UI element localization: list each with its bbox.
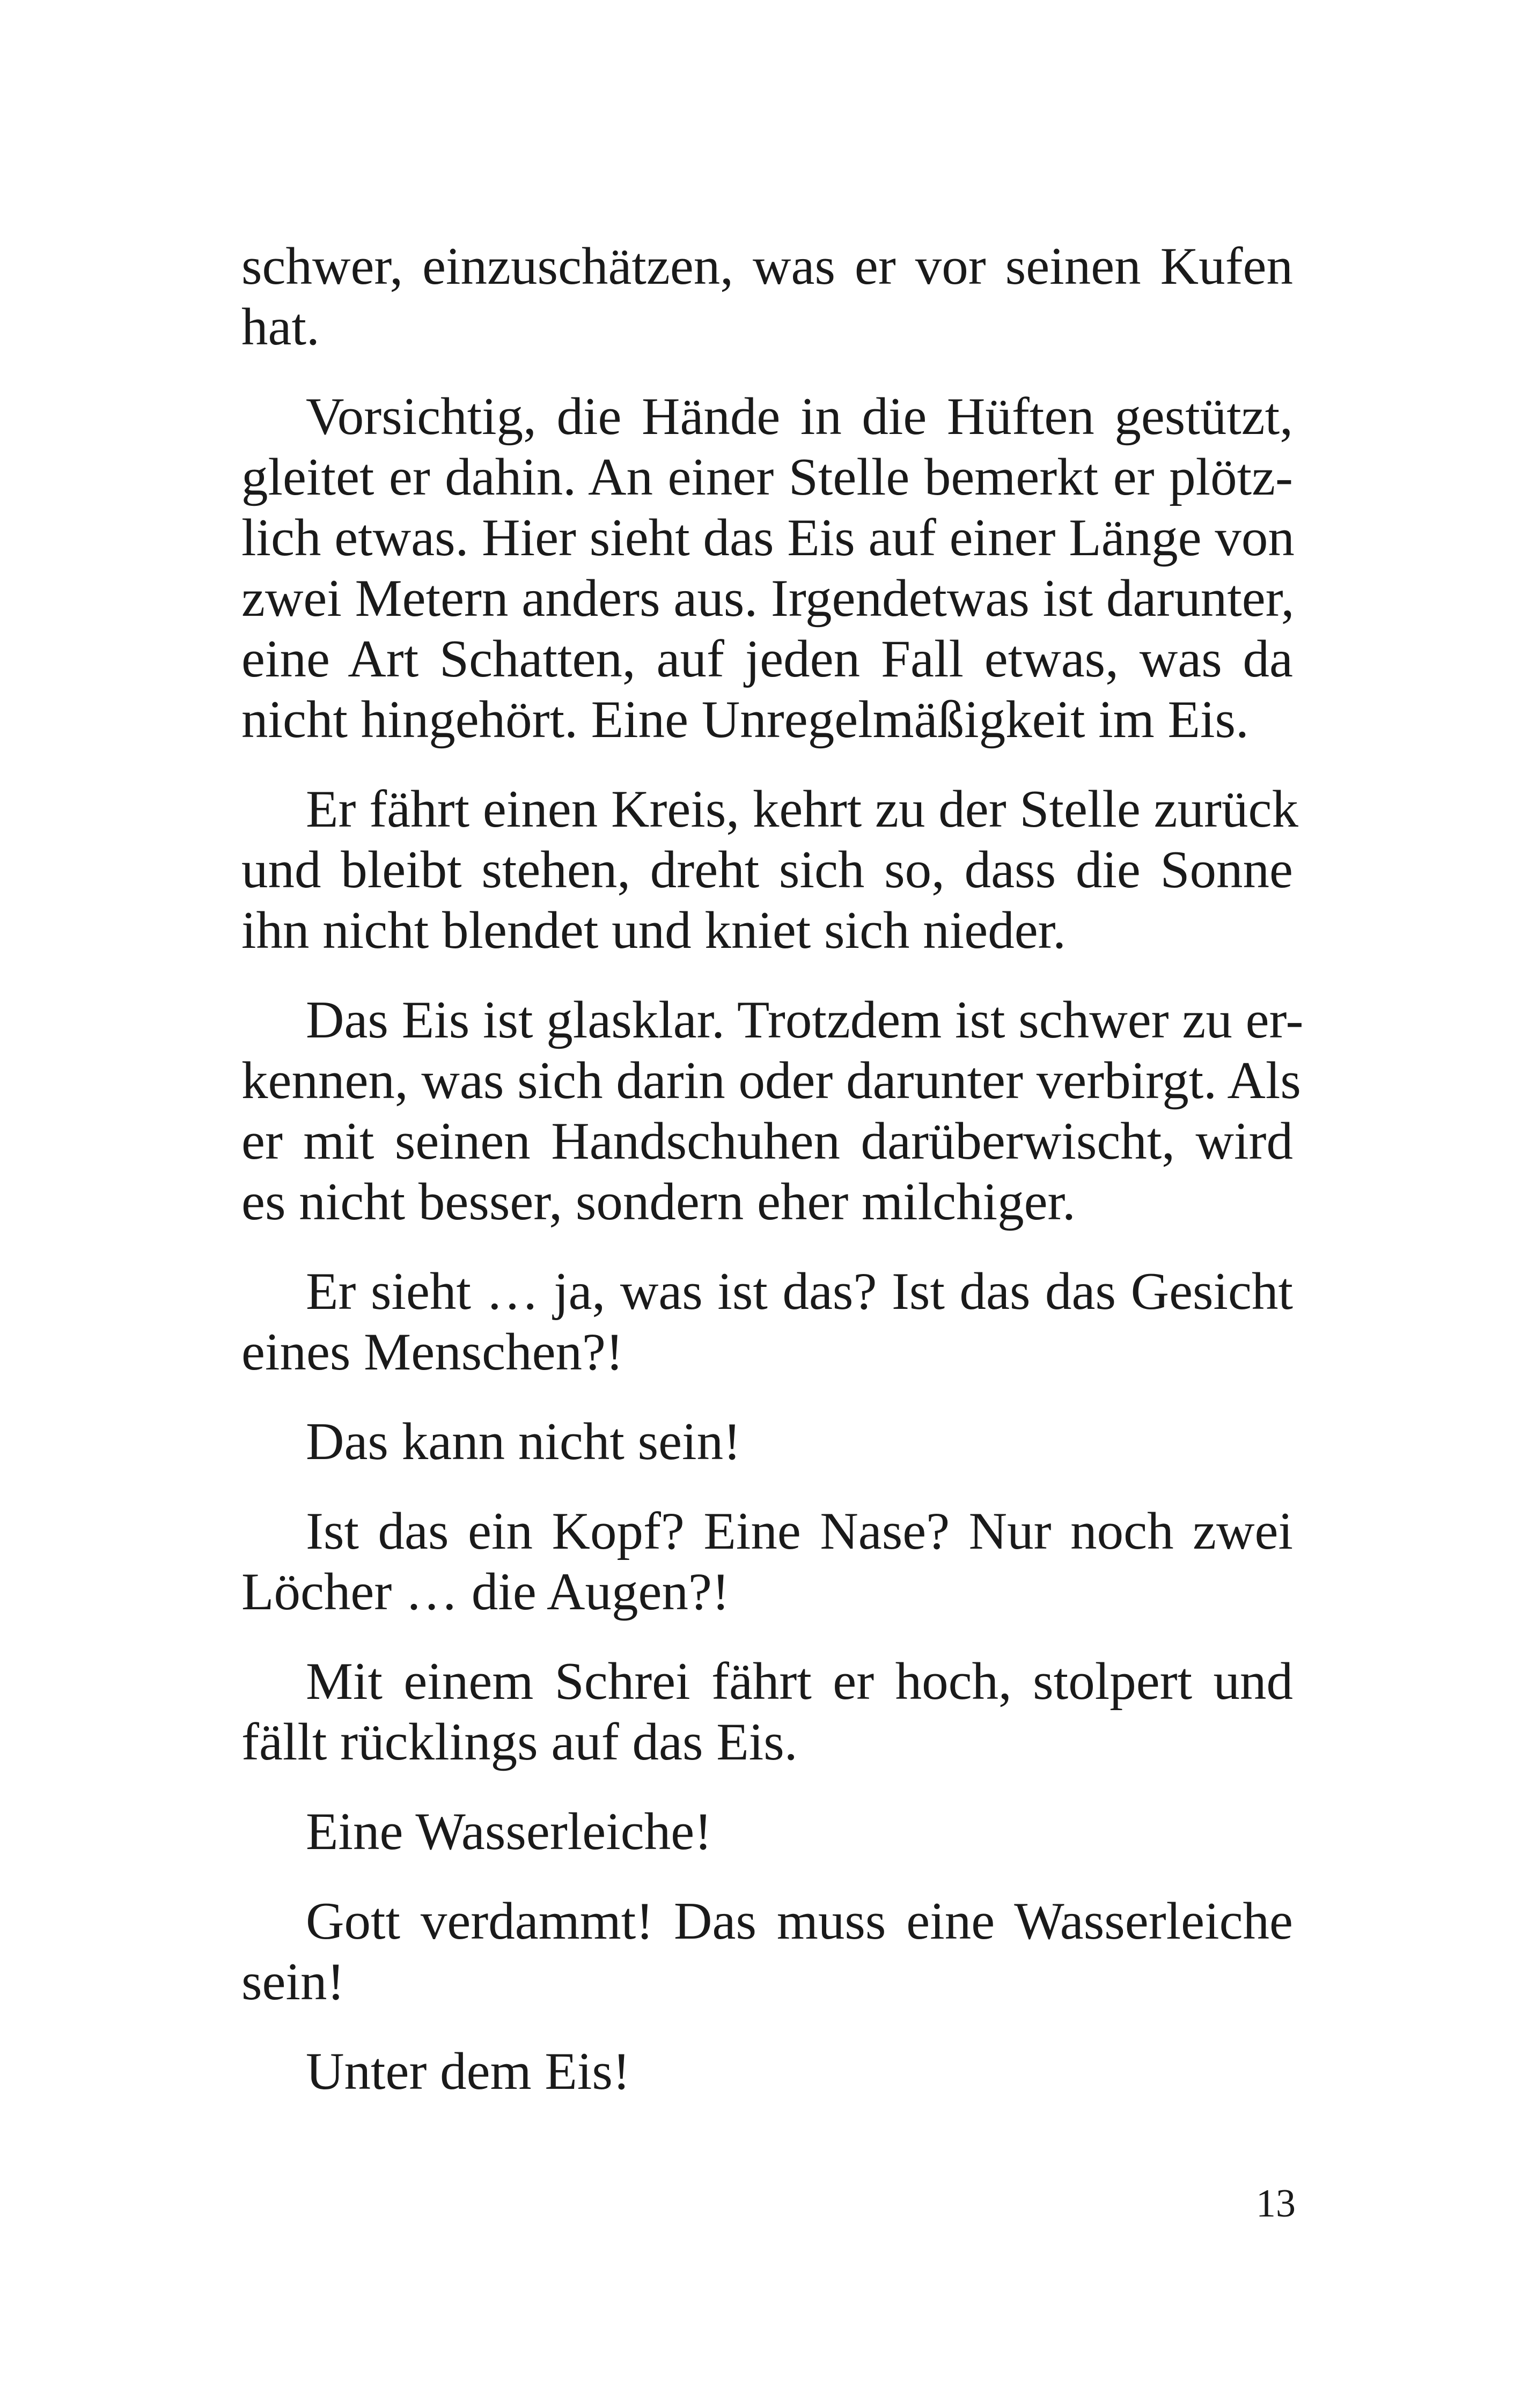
text-line: Ist das ein Kopf? Eine Nase? Nur noch zwei bbox=[306, 1502, 1293, 1560]
paragraph bbox=[241, 386, 1293, 750]
text-line: Mit einem Schrei fährt er hoch, stolpert und bbox=[306, 1652, 1293, 1711]
text-line: eine Art Schatten, auf jeden Fall etwas, was da bbox=[241, 630, 1293, 688]
paragraph bbox=[241, 1261, 1293, 1382]
paragraph bbox=[241, 1891, 1293, 2012]
text-line: hat. bbox=[241, 298, 320, 356]
text-line: Das Eis ist glasklar. Trotzdem ist schwer zu er- bbox=[306, 991, 1304, 1049]
body-text bbox=[241, 236, 1304, 2131]
page-number: 13 bbox=[1256, 2182, 1296, 2226]
paragraph bbox=[241, 236, 1293, 357]
text-line: fällt rücklings auf das Eis. bbox=[241, 1713, 798, 1771]
text-line: schwer, einzuschätzen, was er vor seinen Kufen bbox=[241, 237, 1293, 296]
paragraph bbox=[241, 1501, 1293, 1622]
paragraph bbox=[241, 1651, 1293, 1772]
text-line: eines Menschen?! bbox=[241, 1323, 623, 1381]
paragraph bbox=[241, 1801, 1293, 1862]
paragraph bbox=[241, 779, 1298, 961]
text-line: Das kann nicht sein! bbox=[306, 1412, 741, 1471]
text-line: sein! bbox=[241, 1953, 345, 2011]
text-line: kennen, was sich darin oder darunter verbirgt. Als bbox=[241, 1051, 1301, 1110]
text-line: nicht hingehört. Eine Unregelmäßigkeit im Eis. bbox=[241, 690, 1249, 749]
text-line: ihn nicht blendet und kniet sich nieder. bbox=[241, 901, 1066, 960]
text-line: Eine Wasserleiche! bbox=[306, 1802, 712, 1861]
text-line: er mit seinen Handschuhen darüberwischt, wird bbox=[241, 1112, 1293, 1170]
paragraph bbox=[241, 990, 1304, 1232]
text-line: Er fährt einen Kreis, kehrt zu der Stelle zurück bbox=[306, 780, 1298, 838]
text-line: zwei Metern anders aus. Irgendetwas ist darunter, bbox=[241, 569, 1295, 628]
text-line: und bleibt stehen, dreht sich so, dass die Sonne bbox=[241, 841, 1293, 899]
text-line: Gott verdammt! Das muss eine Wasserleiche bbox=[306, 1892, 1293, 1950]
paragraph bbox=[241, 2041, 1293, 2102]
text-line: Löcher … die Augen?! bbox=[241, 1563, 730, 1621]
paragraph bbox=[241, 1411, 1293, 1472]
text-line: Vorsichtig, die Hände in die Hüften gestützt, bbox=[306, 387, 1293, 446]
text-line: es nicht besser, sondern eher milchiger. bbox=[241, 1173, 1076, 1231]
text-line: Unter dem Eis! bbox=[306, 2042, 630, 2101]
text-line: lich etwas. Hier sieht das Eis auf einer Länge von bbox=[241, 509, 1295, 567]
text-line: gleitet er dahin. An einer Stelle bemerkt er plötz- bbox=[241, 448, 1293, 506]
text-line: Er sieht … ja, was ist das? Ist das das Gesicht bbox=[306, 1262, 1293, 1321]
